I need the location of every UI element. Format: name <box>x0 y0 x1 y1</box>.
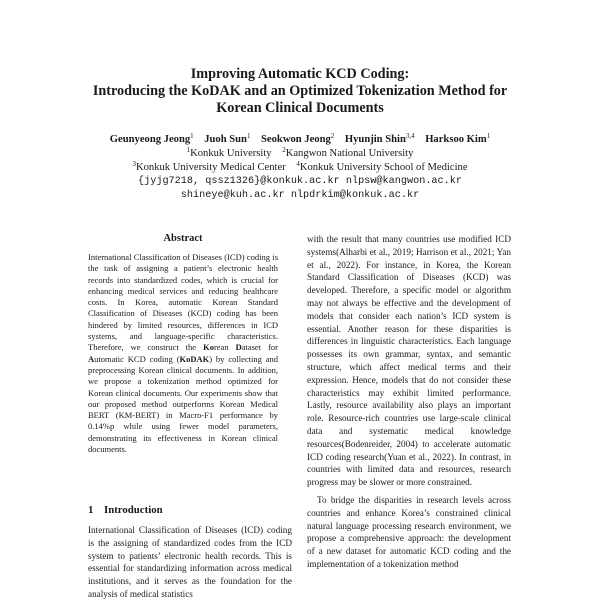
affiliation-line <box>40 161 560 175</box>
author-affiliation-mark: 1 <box>246 132 251 140</box>
author-block <box>40 133 560 203</box>
affiliation-text: Konkuk University Medical Center <box>135 162 286 173</box>
affiliation-text: Konkuk University School of Medicine <box>299 162 468 173</box>
affiliation-number: 3 <box>132 160 136 168</box>
body-paragraph: with the result that many countries use modified ICD systems(Alharbi et al., 2019; Harrison et al., 2021; Yan et al., 2022). For instance, in Korea, the Korean Standard Classification of Diseases (KCD) was developed. Therefore, a specific model or algorithm may not always be effective and the development of models that consider each nation’s ICD system is essential. Another reason for these disparities is differences in linguistic characteristics. Each language possesses its own grammar, syntax, and semantic structure, which affect medical terms and their expression. Hence, models that do not consider these characteristics may exhibit limited performance. Lastly, resource availability also plays an important role. Resource-rich countries use large-scale clinical data and systematic medical knowledge resources(Bodenreider, 2004) to accelerate automatic ICD coding research(Yuan et al., 2022). In contrast, in countries with limited data and resources, research progress may be slower or more constrained. <box>307 234 511 488</box>
abstract-text: ataset for <box>241 342 278 353</box>
affiliation-number: 2 <box>282 146 286 154</box>
abstract-text: utomatic KCD coding ( <box>94 353 180 364</box>
author-name: Juoh Sun <box>204 134 247 145</box>
author-names <box>40 133 560 147</box>
abstract-bold-text: KoDAK <box>179 353 210 364</box>
author-name: Seokwon Jeong <box>261 134 331 145</box>
abstract-text: rean <box>213 342 236 353</box>
abstract-bold-text: D <box>235 342 242 353</box>
author-affiliation-mark: 1 <box>486 132 491 140</box>
author-name: Hyunjin Shin <box>344 134 406 145</box>
section-title: Introduction <box>104 504 163 516</box>
right-column <box>307 233 511 571</box>
email-line[interactable]: shineye@kuh.ac.kr nlpdrkim@konkuk.ac.kr <box>180 190 420 201</box>
affiliation-line <box>40 147 560 161</box>
author-affiliation-mark: 2 <box>330 132 335 140</box>
abstract-heading: Abstract <box>163 233 203 244</box>
author-affiliation-mark: 1 <box>190 132 194 140</box>
email-line[interactable]: {jyjg7218, qssz1326}@konkuk.ac.kr nlpsw@kangwon.ac.kr <box>137 176 462 187</box>
abstract-bold-text: A <box>88 353 95 364</box>
abstract-text: International Classification of Diseases (ICD) coding is the task of assigning a patient’s electronic health records into standardized codes, which is crucial for enhancing medical services and reducing healthcare costs. In Korea, automatic Korean Standard Classification of Diseases (KCD) coding has been hindered by limited resources, differences in ICD systems, and language-specific characteristics. Therefore, we construct the <box>88 252 278 353</box>
title-line: Improving Automatic KCD Coding: <box>190 66 410 82</box>
author-name: Harksoo Kim <box>425 134 487 145</box>
abstract-bold-text: Ko <box>203 342 214 353</box>
affiliation-number: 4 <box>296 160 300 168</box>
title-line: Introducing the KoDAK and an Optimized Tokenization Method for <box>92 83 508 99</box>
abstract-body <box>88 252 278 455</box>
paper-title <box>60 66 540 117</box>
title-line: Korean Clinical Documents <box>216 100 384 116</box>
author-affiliation-mark: 3,4 <box>405 132 415 140</box>
abstract-text: ) by collecting and preprocessing Korean clinical documents. In addition, we propose a tokenization method optimized for Korean clinical documents. Our experiments show that our proposed method outperforms Korean Medical BERT (KM-BERT) in Macro-F1 performance by 0.14%p while using fewer model parameters, demonstrating its effectiveness in Korean clinical documents. <box>88 353 279 455</box>
section-heading-introduction <box>88 504 288 516</box>
affiliation-text: Konkuk University <box>190 148 272 159</box>
author-name: Geunyeong Jeong <box>109 134 191 145</box>
section-number: 1 <box>88 504 94 516</box>
body-paragraph: To bridge the disparities in research levels across countries and enhance Korea’s constrained clinical natural language processing research environment, we propose a comprehensive approach: the development of a new dataset for automatic KCD coding and the implementation of a tokenization method <box>307 494 511 569</box>
introduction-paragraph: International Classification of Diseases (ICD) coding is the assigning of standardized codes from the ICD system to patients’ electronic health records. This is essential for standardizing information across medical institutions, and it serves as the foundation for the analysis of medical statistics <box>88 525 292 599</box>
affiliation-number: 1 <box>186 146 191 154</box>
affiliation-text: Kangwon National University <box>285 148 414 159</box>
